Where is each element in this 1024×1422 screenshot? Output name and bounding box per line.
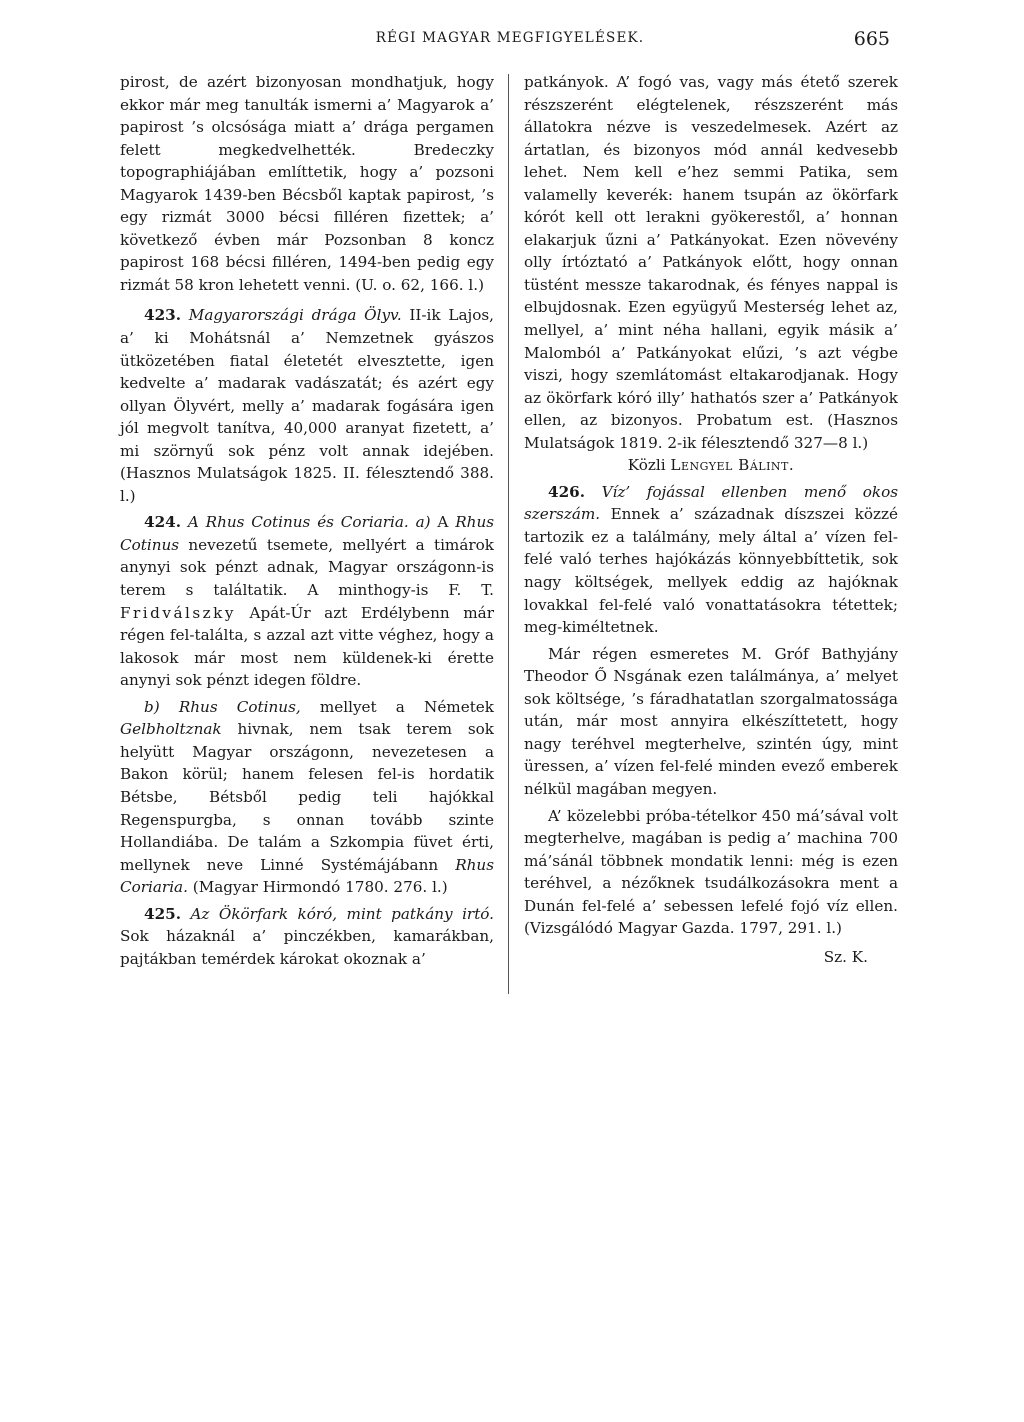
section-title: A Rhus Cotinus és Coriaria. [187, 513, 409, 532]
section-text: Sok házaknál a’ pinczékben, kamarákban, pajtákban temérdek károkat okoznak a’ [120, 927, 494, 968]
section-number: 423. [144, 306, 181, 325]
page-number: 665 [853, 28, 890, 50]
spacer [120, 296, 494, 304]
subsection-label: b) Rhus Cotinus, [144, 697, 301, 716]
section-number: 425. [144, 904, 181, 923]
section-text: II-ik Lajos, a’ ki Mohátsnál a’ Nemzetnek gyászos ütközetében fiatal életetét elvesztette, igen kedvelte a’ madarak vadászatát; és azért egy ollyan Ölyvért, melly a’ madarak fogására igen jól megvolt tanítva, 40,000 aranyat fizetett, a’ mi szörnyű sok pénz volt annak idejében. (Hasznos Mulatságok 1825. II. félesztendő 388. l.) [120, 306, 494, 505]
paragraph-rats: patkányok. A’ fogó vas, vagy más étető szerek részszerént elégtelenek, részszerént más állatokra nézve is veszedelmesek. Azért az ártatlan, és bizonyos mód annál kedvesebb lehet. Nem kell e’hez semmi Patika, sem valamelly keverék: hanem tsupán az ökörfark kórót kell ott lerakni gyökerestől, a’ honnan elakarjuk űzni a’ Patkányokat. Ezen növevény olly írtóztató a’ Patkányok előtt, hogy onnan tüstént messze takarodnak, és fényes nappal is elbujdosnak. Ezen együgyű Mesterség lehet az, mellyel, a’ mint néha hallani, egyik másik a’ Malomból a’ Patkányokat elűzi, ’s azt végbe viszi, hogy szemlátomást eltakarodjanak. Hogy az ökörfark kóró illy’ hathatós szer a’ Patkányok ellen, az bizonyos. Probatum est. (Hasznos Mulatságok 1819. 2-ik félesztendő 327—8 l.) [524, 73, 898, 452]
text-fragment: A [437, 513, 449, 532]
section-number: 426. [548, 482, 585, 501]
subsection-label: a) [415, 513, 431, 532]
plant-name: Rhus Cotinus [120, 513, 495, 554]
credit-author: Lengyel Bálint. [670, 456, 795, 475]
paragraph-invention: Már régen esmeretes M. Gróf Bathyjány Theodor Ő Nsgának ezen találmánya, a’ melyet sok költsége, ’s fáradhatatlan szorgalmatossága után, már most annyira elkészíttetett, hogy nagy teréhvel megterhelve, szintén úgy, mint üressen, a’ vízen fel-felé minden evező emberek nélkül magában megyen. [524, 644, 898, 798]
section-number: 424. [144, 513, 181, 532]
latin-name: Rhus Coriaria. [120, 855, 495, 897]
credit-line [524, 454, 898, 477]
running-title: RÉGI MAGYAR MEGFIGYELÉSEK. [375, 30, 645, 46]
credit-prefix: Közli [627, 456, 666, 475]
section-text: nevezetű tsemete, mellyért a timárok anynyi sok pénzt adnak, Magyar országonn-is terem s találtatik. A minthogy-is F. T. [120, 535, 494, 600]
section-424-b [120, 696, 494, 899]
section-text: hivnak, nem tsak terem sok helyütt Magyar országonn, nevezetesen a Bakon körül; hanem felesen fel-is hordatik Bétsbe, Bétsből pedig teli hajókkal Regenspurgba, s onnan tovább szinte Hollandiába. De talám a Szkompia füvet érti, mellynek neve Linné Systémájábann [120, 720, 494, 874]
section-text: Apát-Úr azt Erdélybenn már régen fel-találta, s azzal azt vitte véghez, hogy a lakosok már most nem küldenek-ki érette anynyi sok pénzt idegen földre. [120, 603, 494, 690]
paragraph-test: A’ közelebbi próba-tételkor 450 má’sával volt megterhelve, magában is pedig a’ machina 700 má’sánál többnek mondatik lenni: még is ezen teréhvel, a nézőknek tsudálkozásokra ment a Dunán fel-felé a’ sebessen lefelé fojó víz ellen. (Vizsgálódó Magyar Gazda. 1797, 291. l.) [524, 806, 898, 938]
section-426 [524, 481, 898, 639]
german-name: Gelbholtznak [120, 720, 222, 739]
paragraph-paper-history: pirost, de azért bizonyosan mondhatjuk, hogy ekkor már meg tanulták ismerni a’ Magyarok a’ papirost ’s olcsósága miatt a’ drága pergamen felett megkedvelhették. Bredeczky topographiájában említtetik, hogy a’ pozsoni Magyarok 1439-ben Bécsből kaptak papirost, ’s egy rizmát 3000 bécsi filléren fizettek; a’ következő évben már Pozsonban 8 koncz papirost 168 bécsi filléren, 1494-ben pedig egy rizmát 58 kron lehetett venni. (U. o. 62, 166. l.) [120, 73, 494, 294]
section-title: Víz’ fojással ellenben menő okos szerszám. [524, 482, 899, 524]
right-column [524, 71, 898, 968]
section-425 [120, 903, 494, 971]
column-divider [508, 74, 509, 994]
person-name: Fridválszky [120, 603, 236, 622]
section-423 [120, 304, 494, 507]
left-column [120, 71, 494, 970]
section-text: Ennek a’ századnak díszszei közzé tartozik ez a találmány, mely által a’ vízen fel-felé való terhes hajókázás könnyebbíttetik, sok nagy költségek, mellyek eddig az hajóknak lovakkal fel-felé való vonattatásokra tétettek; meg-kiméltetnek. [524, 505, 899, 637]
section-text: mellyet a Németek [319, 697, 494, 716]
section-title: Magyarországi drága Ölyv. [188, 306, 402, 325]
credit-signature: Sz. K. [823, 947, 868, 966]
section-title: Az Ökörfark kóró, mint patkány irtó. [190, 904, 495, 923]
page-header [0, 30, 1024, 54]
section-424-heading [120, 511, 494, 691]
citation: (Magyar Hirmondó 1780. 276. l.) [192, 878, 448, 897]
